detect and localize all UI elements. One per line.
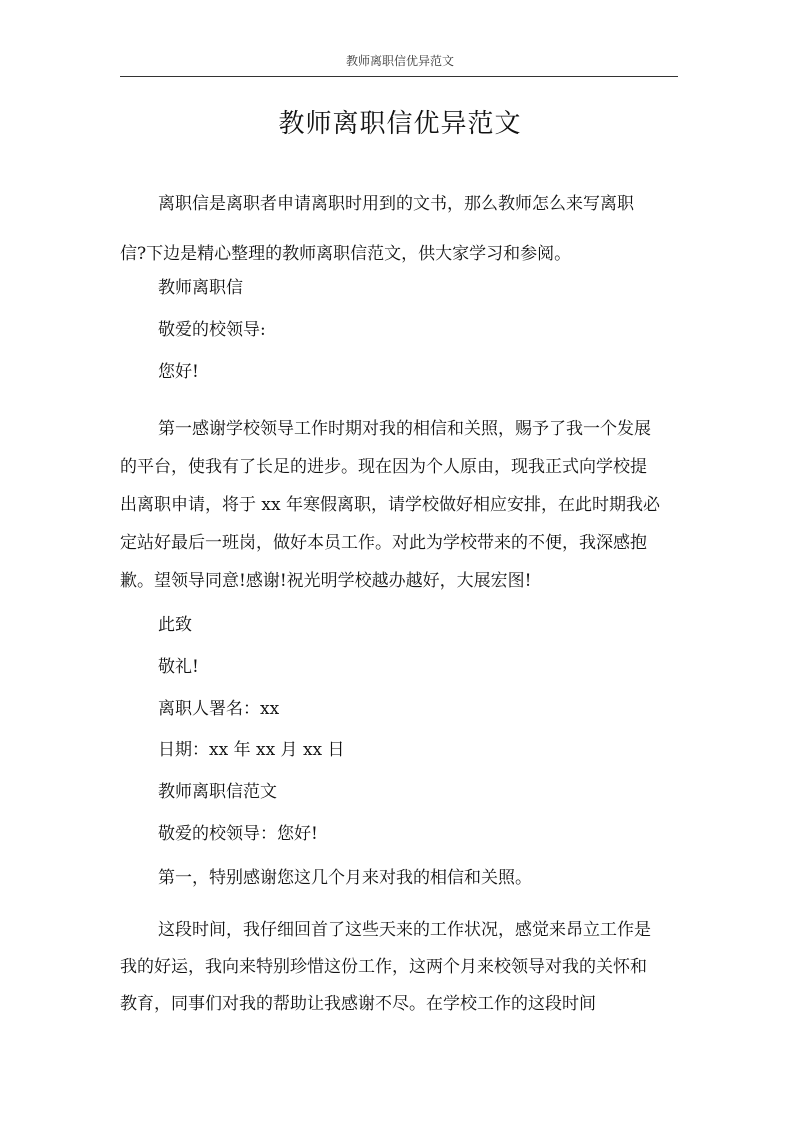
body3-line-1: 这段时间，我仔细回首了这些天来的工作状况，感觉来昂立工作是 [158,920,651,940]
closing-phrase: 此致 [158,615,192,635]
date-line: 日期：xx 年 xx 月 xx 日 [158,740,345,760]
greeting-1: 您好! [158,362,199,382]
intro-line-1: 离职信是离职者申请离职时用到的文书，那么教师怎么来写离职 [158,194,634,214]
body2-line-1: 第一，特别感谢您这几个月来对我的相信和关照。 [158,868,532,888]
running-header: 教师离职信优异范文 [345,54,454,68]
closing-salute: 敬礼! [158,657,199,677]
body-line-3: 出离职申请，将于 xx 年寒假离职，请学校做好相应安排，在此时期我必 [120,495,660,515]
body-line-1: 第一感谢学校领导工作时期对我的相信和关照，赐予了我一个发展 [158,419,651,439]
body3-line-2: 我的好运，我向来特别珍惜这份工作，这两个月来校领导对我的关怀和 [120,957,647,977]
section-heading-2: 教师离职信范文 [158,782,277,802]
body-line-5: 歉。望领导同意!感谢!祝光明学校越办越好，大展宏图! [120,571,532,591]
body-line-4: 定站好最后一班岗，做好本员工作。对此为学校带来的不便，我深感抱 [120,533,647,553]
header-divider [120,76,678,77]
body3-line-3: 教育，同事们对我的帮助让我感谢不尽。在学校工作的这段时间 [120,994,596,1014]
signature-line: 离职人署名：xx [158,699,280,719]
document-title: 教师离职信优异范文 [278,109,522,139]
salutation-1: 敬爱的校领导: [158,320,266,340]
intro-line-2: 信?下边是精心整理的教师离职信范文，供大家学习和参阅。 [120,244,572,264]
section-heading-1: 教师离职信 [158,278,243,298]
body-line-2: 的平台，使我有了长足的进步。现在因为个人原由，现我正式向学校提 [120,457,647,477]
salutation-2: 敬爱的校领导：您好! [158,824,318,844]
